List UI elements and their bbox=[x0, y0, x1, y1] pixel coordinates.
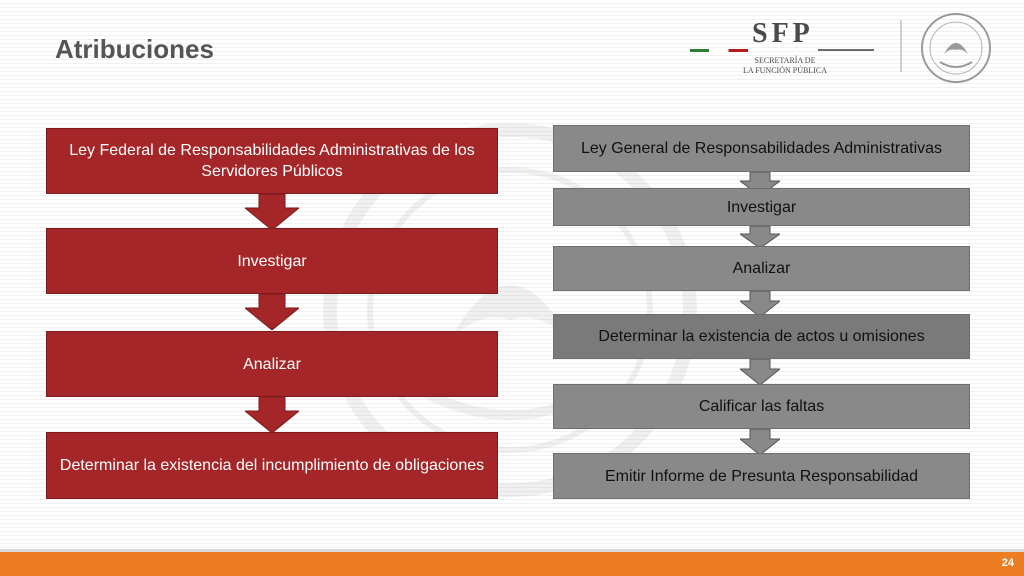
right-arrow-2 bbox=[740, 226, 780, 248]
logo-rule bbox=[818, 49, 874, 51]
sfp-logo bbox=[690, 18, 890, 78]
header-separator bbox=[900, 20, 902, 72]
right-step-determinar: Determinar la existencia de actos u omisiones bbox=[553, 314, 970, 359]
left-arrow-1 bbox=[245, 194, 299, 230]
footer-bar bbox=[0, 552, 1024, 576]
left-arrow-2 bbox=[245, 294, 299, 330]
left-step-law: Ley Federal de Responsabilidades Administrativas de los Servidores Públicos bbox=[46, 128, 498, 194]
left-step-analizar: Analizar bbox=[46, 331, 498, 397]
right-arrow-5 bbox=[740, 429, 780, 455]
right-step-law: Ley General de Responsabilidades Administrativas bbox=[553, 125, 970, 172]
logo-subtitle bbox=[730, 56, 840, 76]
slide-title: Atribuciones bbox=[55, 34, 214, 64]
page-number: 24 bbox=[1001, 557, 1014, 569]
logo-flag-line bbox=[690, 49, 748, 52]
right-step-calificar: Calificar las faltas bbox=[553, 384, 970, 429]
logo-subtitle-line2: LA FUNCIÓN PÚBLICA bbox=[742, 66, 827, 75]
left-arrow-3 bbox=[245, 397, 299, 433]
right-arrow-4 bbox=[740, 359, 780, 385]
logo-name: SFP bbox=[752, 18, 814, 49]
right-step-investigar: Investigar bbox=[553, 188, 970, 226]
national-seal-icon bbox=[918, 10, 994, 86]
left-step-determinar: Determinar la existencia del incumplimiento de obligaciones bbox=[46, 432, 498, 499]
left-step-investigar: Investigar bbox=[46, 228, 498, 294]
right-step-emitir: Emitir Informe de Presunta Responsabilidad bbox=[553, 453, 970, 499]
logo-subtitle-line1: SECRETARÍA DE bbox=[754, 56, 816, 65]
right-step-analizar: Analizar bbox=[553, 246, 970, 291]
